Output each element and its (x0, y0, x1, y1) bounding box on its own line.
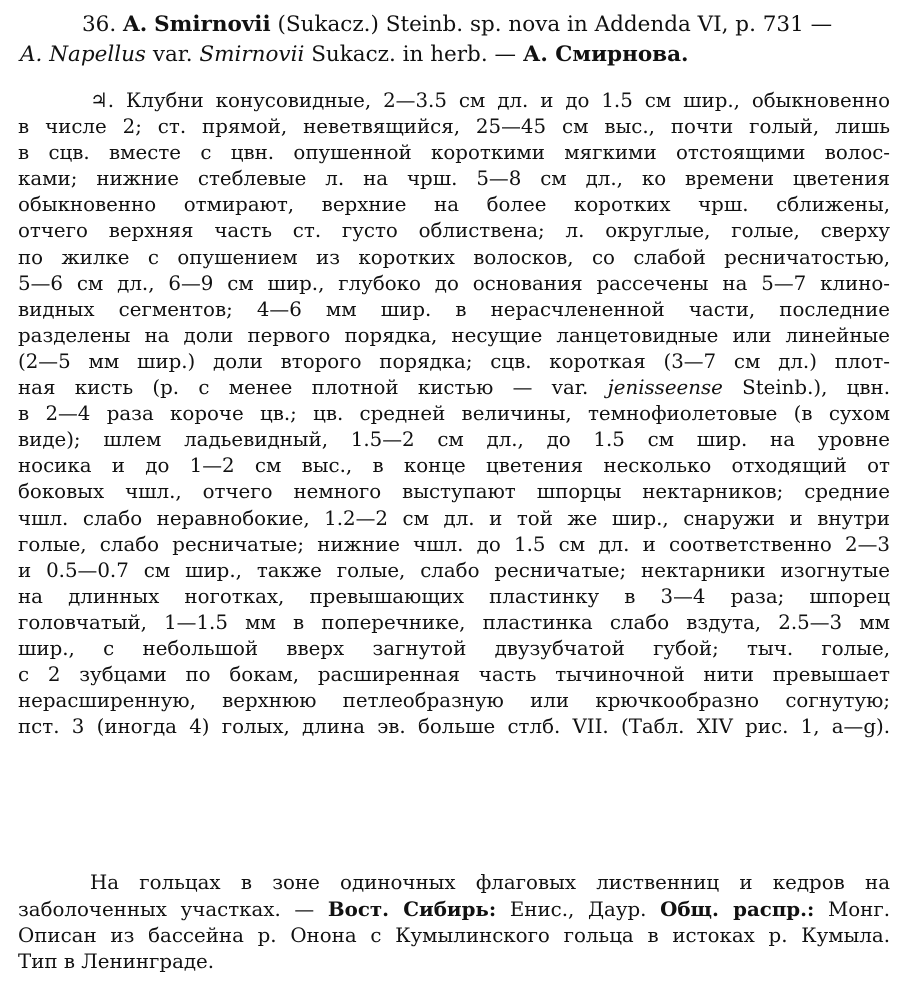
entry-heading (20, 10, 890, 70)
description-line: головчатый, 1—1.5 мм в поперечнике, пластинка слабо вздута, 2.5—3 мм (18, 610, 890, 634)
habitat-block (18, 870, 890, 975)
description-line: отчего верхняя часть ст. густо облиствена; л. округлые, голые, сверху (18, 219, 890, 243)
synonym-epithet: Smirnovii (199, 42, 305, 67)
distribution-label: Общ. распр.: (660, 897, 815, 922)
description-line: в 2—4 раза короче цв.; цв. средней величины, темнофиолетовые (в сухом (18, 402, 890, 426)
description-line: пст. 3 (иногда 4) голых, длина эв. больше стлб. VII. (Табл. XIV рис. 1, а—g). (18, 715, 890, 739)
variety-name: jenisseense (607, 376, 723, 400)
habitat-line-3: Описан из бассейна р. Онона с Кумылинского гольца в истоках р. Кумыла. (18, 924, 890, 948)
description-line: на длинных ноготках, превышающих пластинку в 3—4 раза; шпорец (18, 584, 890, 608)
description-line: в числе 2; ст. прямой, неветвящийся, 25—45 см выс., почти голый, лишь (18, 115, 890, 139)
description-line: обыкновенно отмирают, верхние на более коротких чрш. сближены, (18, 193, 890, 217)
description-line-variety (18, 375, 890, 401)
description-line: с 2 зубцами по бокам, расширенная часть тычиночной нити превышает (18, 663, 890, 687)
distribution: Монг. (828, 898, 890, 922)
description-line: в сцв. вместе с цвн. опушенной короткими мягкими отстоящими волос- (18, 141, 890, 165)
variety-rank: var. (551, 376, 589, 400)
description-block (18, 88, 890, 740)
description-line: по жилке с опушением из коротких волосков, со слабой ресничатостью, (18, 245, 890, 269)
habitat-lead: заболоченных участках. — (18, 898, 315, 922)
species-authority: (Sukacz.) Steinb. sp. nova in Addenda VI, p. 731 — (277, 12, 833, 37)
description-line: боковых чшл., отчего немного выступают шпорцы нектарников; средние (18, 480, 890, 504)
description-line: и 0.5—0.7 см шир., также голые, слабо ресничатые; нектарники изогнутые (18, 558, 890, 582)
entry-number: 36. (82, 12, 117, 37)
habitat-line-1: На гольцах в зоне одиночных флаговых лиственниц и кедров на (90, 871, 890, 894)
habitat-line-4: Тип в Ленинграде. (18, 950, 215, 974)
description-line: разделены на доли первого порядка, несущие ланцетовидные или линейные (18, 323, 890, 347)
description-line: 5—6 см дл., 6—9 см шир., глубоко до основания рассечены на 5—7 клино- (18, 271, 890, 295)
description-line: нерасширенную, верхнюю петлеобразную или крючкообразно согнутую; (18, 689, 890, 713)
description-line: (2—5 мм шир.) доли второго порядка; сцв. короткая (3—7 см дл.) плот- (18, 349, 890, 373)
description-line: виде); шлем ладьевидный, 1.5—2 см дл., до 1.5 см шир. на уровне (18, 428, 890, 452)
variety-lead: ная кисть (р. с менее плотной кистью — (18, 376, 533, 400)
species-epithet: Smirnovii (154, 12, 271, 37)
genus-abbr: A. (123, 12, 148, 37)
synonym-genus: A. (20, 42, 43, 67)
description-line: ♃. Клубни конусовидные, 2—3.5 см дл. и до 1.5 см шир., обыкновенно (90, 89, 890, 112)
description-line: видных сегментов; 4—6 мм шир. в нерасчлененной части, последние (18, 297, 890, 321)
synonym-authority: Sukacz. in herb. — (311, 42, 516, 67)
regions: Енис., Даур. (509, 898, 647, 922)
synonym-species: Napellus (49, 42, 146, 67)
description-line: чшл. слабо неравнобокие, 1.2—2 см дл. и той же шир., снаружи и внутри (18, 506, 890, 530)
habitat-line-2 (18, 896, 890, 923)
description-line: голые, слабо ресничатые; нижние чшл. до 1.5 см дл. и соответственно 2—3 (18, 532, 890, 556)
heading-line-1 (20, 10, 890, 40)
description-line: носика и до 1—2 см выс., в конце цветения несколько отходящий от (18, 454, 890, 478)
synonym-rank: var. (152, 42, 193, 67)
description-line: шир., с небольшой вверх загнутой двузубчатой губой; тыч. голые, (18, 636, 890, 660)
description-line: ками; нижние стеблевые л. на чрш. 5—8 см дл., ко времени цветения (18, 167, 890, 191)
heading-line-2 (20, 40, 890, 70)
region-label: Вост. Сибирь: (327, 897, 497, 922)
russian-name: А. Смирнова. (522, 42, 689, 67)
variety-authority: Steinb.), цвн. (742, 376, 890, 400)
